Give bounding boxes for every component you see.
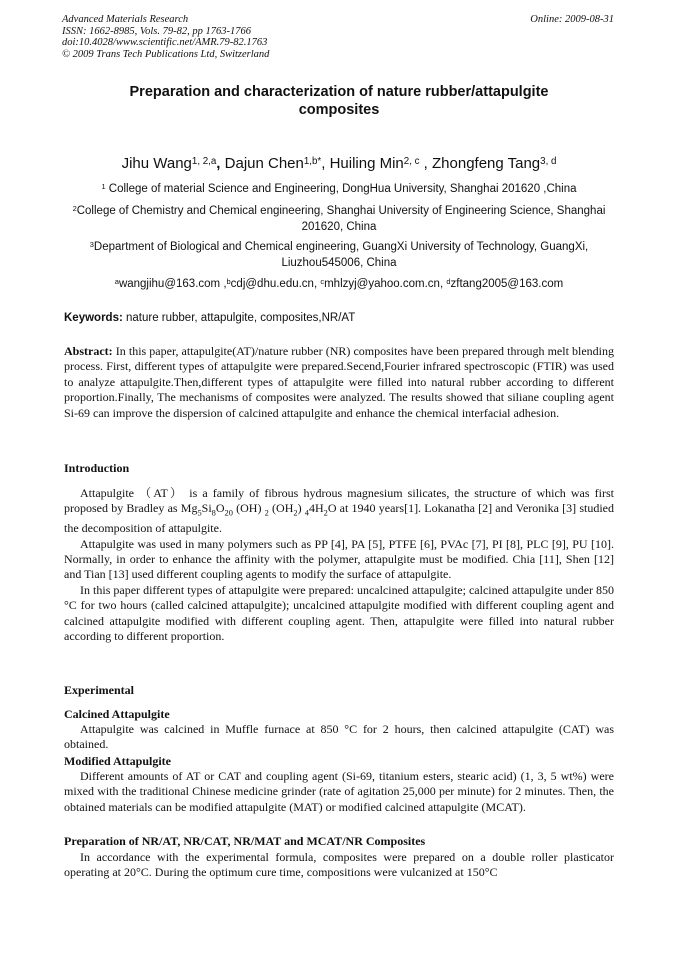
author-sup: 2, c — [403, 156, 420, 167]
email-separator: , — [220, 278, 227, 290]
journal-doi: doi:10.4028/www.scientific.net/AMR.79-82.1763 — [62, 37, 268, 48]
title-line-1: Preparation and characterization of nature rubber/attapulgite — [129, 84, 549, 100]
keywords — [64, 311, 614, 326]
author-name: Zhongfeng Tang — [432, 155, 541, 172]
author-name: Huiling Min — [329, 155, 404, 172]
journal-name: Advanced Materials Research — [62, 14, 189, 25]
modified-body — [64, 769, 614, 815]
journal-issn: ISSN: 1662-8985, Vols. 79-82, pp 1763-1766 — [62, 25, 251, 37]
online-date: Online: 2009-08-31 — [530, 14, 614, 25]
intro-paragraph-3: In this paper different types of attapulgite were prepared: uncalcined attapulgite; calcined attapulgite under 850 °C for two hours (called calcined attapulgite); uncalcined attapulgite modified with different coupling agent and calcined attapulgite modified with different coupling agent. Then, attapulgite were filled into natural rubber according to different proportion. — [64, 582, 614, 644]
affiliation-text: College of material Science and Engineering, DongHua University, Shanghai 201620 ,China — [105, 183, 577, 195]
email-address: mhlzyj@yahoo.com.cn, — [324, 278, 444, 290]
modified-heading: Modified Attapulgite — [64, 754, 171, 768]
introduction-body — [64, 486, 614, 644]
affiliation-1 — [64, 181, 614, 197]
author-list — [40, 155, 638, 173]
affiliation-2 — [64, 203, 614, 235]
title-line-2: composites — [298, 102, 380, 118]
intro-paragraph-2: Attapulgite was used in many polymers such as PP [4], PA [5], PTFE [6], PVAc [7], PI [8], PLC [9], PU [10]. Normally, in order to enhance the affinity with the polymer, attapulgite must be modified. Chia [11], Shen [12] and Tian [13] used different coupling agents to modify the surface of attapulgite. — [64, 536, 614, 582]
affiliation-3 — [64, 239, 614, 271]
preparation-heading: Preparation of NR/AT, NR/CAT, NR/MAT and MCAT/NR Composites — [64, 834, 426, 848]
journal-info — [62, 14, 269, 60]
preparation-body — [64, 850, 614, 881]
preparation-paragraph: In accordance with the experimental formula, composites were prepared on a double roller plasticator operating at 20°C. During the optimum cure time, compositions were vulcanized at 150°C — [64, 850, 614, 880]
paper-title — [62, 83, 616, 119]
email-sup: b — [226, 277, 231, 286]
email-address: cdj@dhu.edu.cn, — [230, 278, 318, 290]
introduction-heading: Introduction — [64, 461, 130, 475]
abstract — [64, 344, 614, 421]
calcined-heading: Calcined Attapulgite — [64, 707, 170, 721]
abstract-label: Abstract: — [64, 344, 113, 358]
experimental-heading: Experimental — [64, 683, 134, 697]
affiliation-sup: 1 — [101, 182, 106, 191]
calcined-body — [64, 722, 614, 753]
modified-paragraph: Different amounts of AT or CAT and coupling agent (Si-69, titanium esters, stearic acid) (1, 3, 5 wt%) were mixed with the traditional Chinese medicine grinder (rate of agitation 25,000 per minute) for 2 minutes. Then, the obtained materials can be modified attapulgite (MAT) or modified calcined attapulgite (MCAT). — [64, 769, 614, 814]
author-sup: 1,b* — [303, 156, 322, 167]
author-sup: 1, 2,a — [191, 156, 217, 167]
calcined-paragraph: Attapulgite was calcined in Muffle furnace at 850 °C for 2 hours, then calcined attapulgite (CAT) was obtained. — [64, 722, 614, 752]
email-sup: d — [446, 277, 451, 286]
keywords-label: Keywords: — [64, 312, 123, 324]
author-name: Jihu Wang — [121, 155, 192, 172]
affiliation-sup: 2 — [72, 204, 77, 213]
email-sup: c — [320, 277, 325, 286]
author-name: Dajun Chen — [224, 155, 304, 172]
abstract-text: In this paper, attapulgite(AT)/nature rubber (NR) composites have been prepared through melt blending process. First, different types of attapulgite were prepared.Secend,Fourier infrared spectroscopic (FTIR) was used to analyze attapulgite.Then,different types of attapulgite were filled into natural rubber according to different proportion.Finally, The mechanisms of composites were analyzed. The results showed that siliane coupling agent Si-69 can improve the dispersion of calcined attapulgite and enhance the chemical interfacial adhesion. — [64, 344, 614, 420]
affiliation-text: College of Chemistry and Chemical engineering, Shanghai University of Engineering Science, Shanghai 201620, China — [76, 205, 606, 233]
email-sup: a — [114, 277, 119, 286]
author-separator: , — [216, 155, 225, 172]
keywords-text: nature rubber, attapulgite, composites,NR/AT — [122, 312, 356, 324]
affiliation-sup: 3 — [89, 240, 94, 249]
journal-copyright: © 2009 Trans Tech Publications Ltd, Switzerland — [62, 48, 270, 60]
email-address: zftang2005@163.com — [450, 278, 564, 290]
email-address: wangjihu@163.com — [118, 278, 221, 290]
author-sup: 3, d — [540, 156, 557, 167]
author-separator: , — [419, 155, 432, 172]
email-list — [64, 276, 614, 292]
author-separator: , — [321, 155, 330, 172]
intro-paragraph-1: Attapulgite （AT） is a family of fibrous hydrous magnesium silicates, the structure of which was first proposed by Bradley as $Mg_5Si_8O_{20}$ (OH) $_2$ $(OH_2)$ $_44H_2O$ at 1940 years[1]. Lokanatha [2] and Veronika [3] studied the decomposition of attapulgite. — [64, 486, 615, 536]
affiliation-text: Department of Biological and Chemical engineering, GuangXi University of Technology, GuangXi, Liuzhou545006, China — [93, 241, 589, 269]
